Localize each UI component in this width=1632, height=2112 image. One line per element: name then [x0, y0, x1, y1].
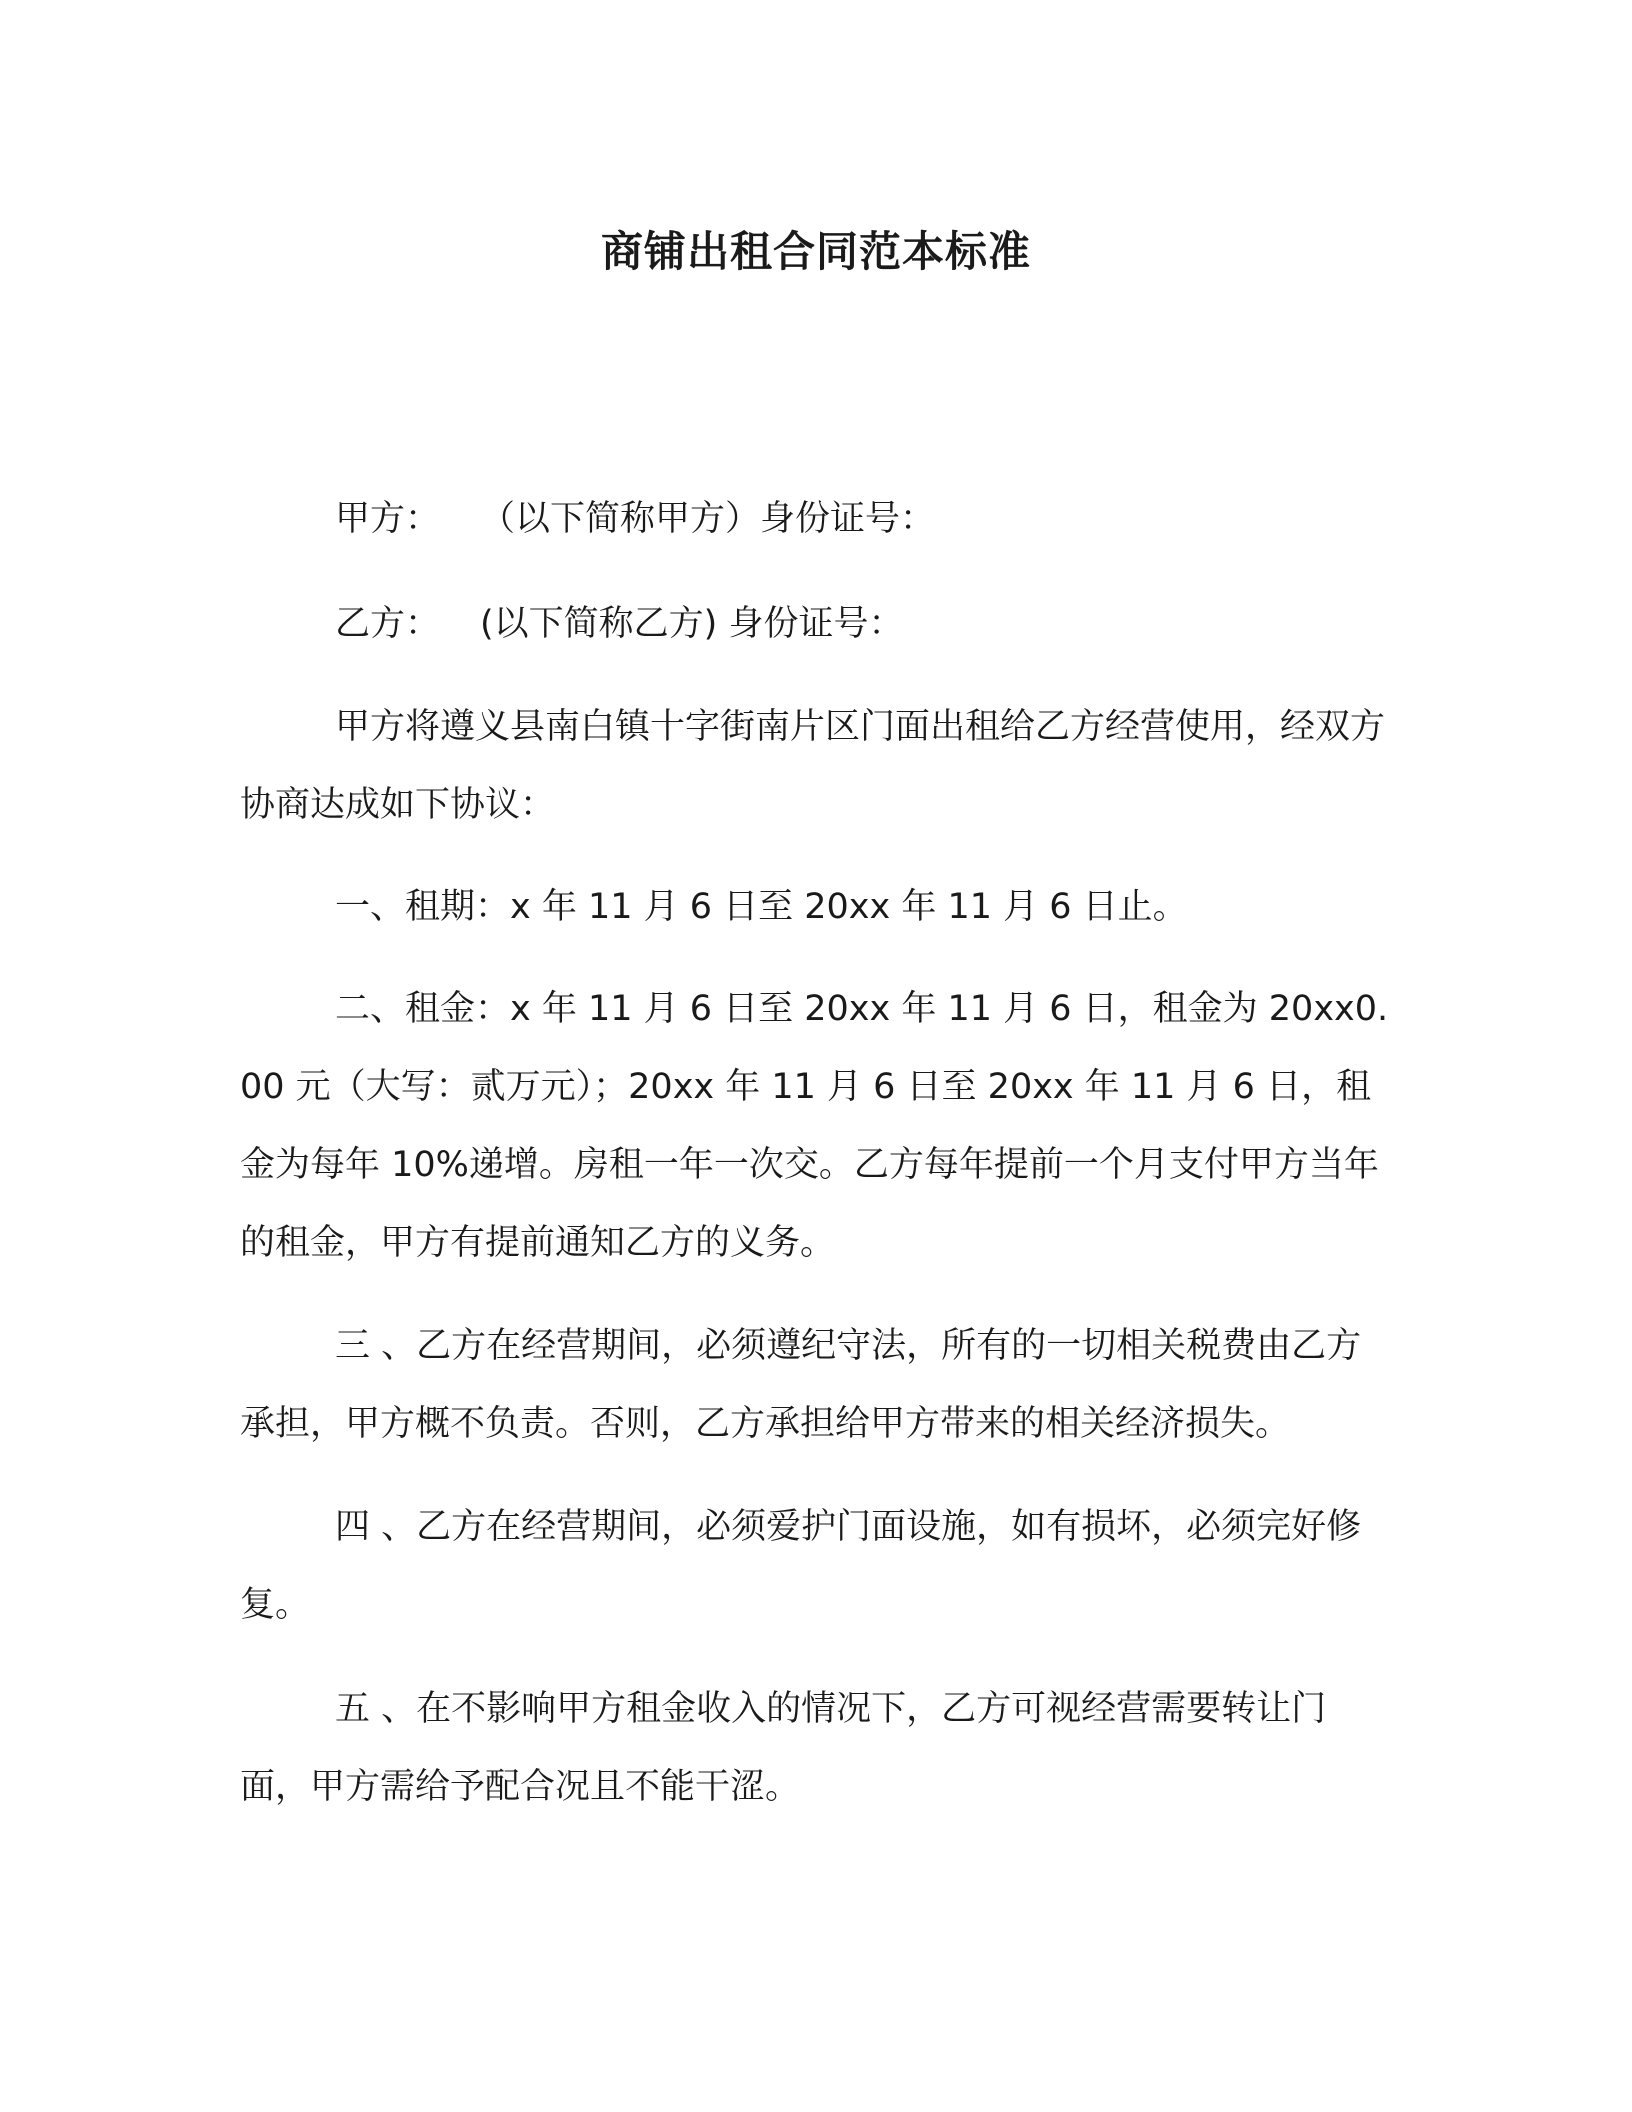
clause-4: 四 、乙方在经营期间，必须爱护门面设施，如有损坏，必须完好修复。	[240, 1507, 1362, 1625]
party-b-line	[335, 594, 903, 654]
clause-3: 三 、乙方在经营期间，必须遵纪守法，所有的一切相关税费由乙方承担，甲方概不负责。否则，乙方承担给甲方带来的相关经济损失。	[240, 1326, 1362, 1444]
intro-paragraph: 甲方将遵义县南白镇十字街南片区门面出租给乙方经营使用，经双方协商达成如下协议：	[240, 707, 1386, 825]
party-a-detail: （以下简称甲方）身份证号：	[480, 499, 936, 539]
clause-2: 二、租金：x 年 11 月 6 日至 20xx 年 11 月 6 日，租金为 20xx0.00 元（大写：贰万元）；20xx 年 11 月 6 日至 20xx 年 11 月 6 日，租金为每年 10%递增。房租一年一次交。乙方每年提前一个月支付甲方当年的租金，甲方有提前通知乙方的义务。	[240, 989, 1389, 1263]
clause-5: 五 、在不影响甲方租金收入的情况下，乙方可视经营需要转让门面，甲方需给予配合况且不能干涩。	[240, 1689, 1327, 1807]
party-a-line	[335, 489, 935, 549]
party-a-label: 甲方：	[335, 499, 441, 539]
clause-1: 一、租期：x 年 11 月 6 日至 20xx 年 11 月 6 日止。	[335, 887, 1188, 927]
party-b-label: 乙方：	[335, 604, 441, 644]
document-title: 商铺出租合同范本标准	[600, 227, 1031, 276]
party-b-detail: (以下简称乙方) 身份证号：	[480, 604, 904, 644]
